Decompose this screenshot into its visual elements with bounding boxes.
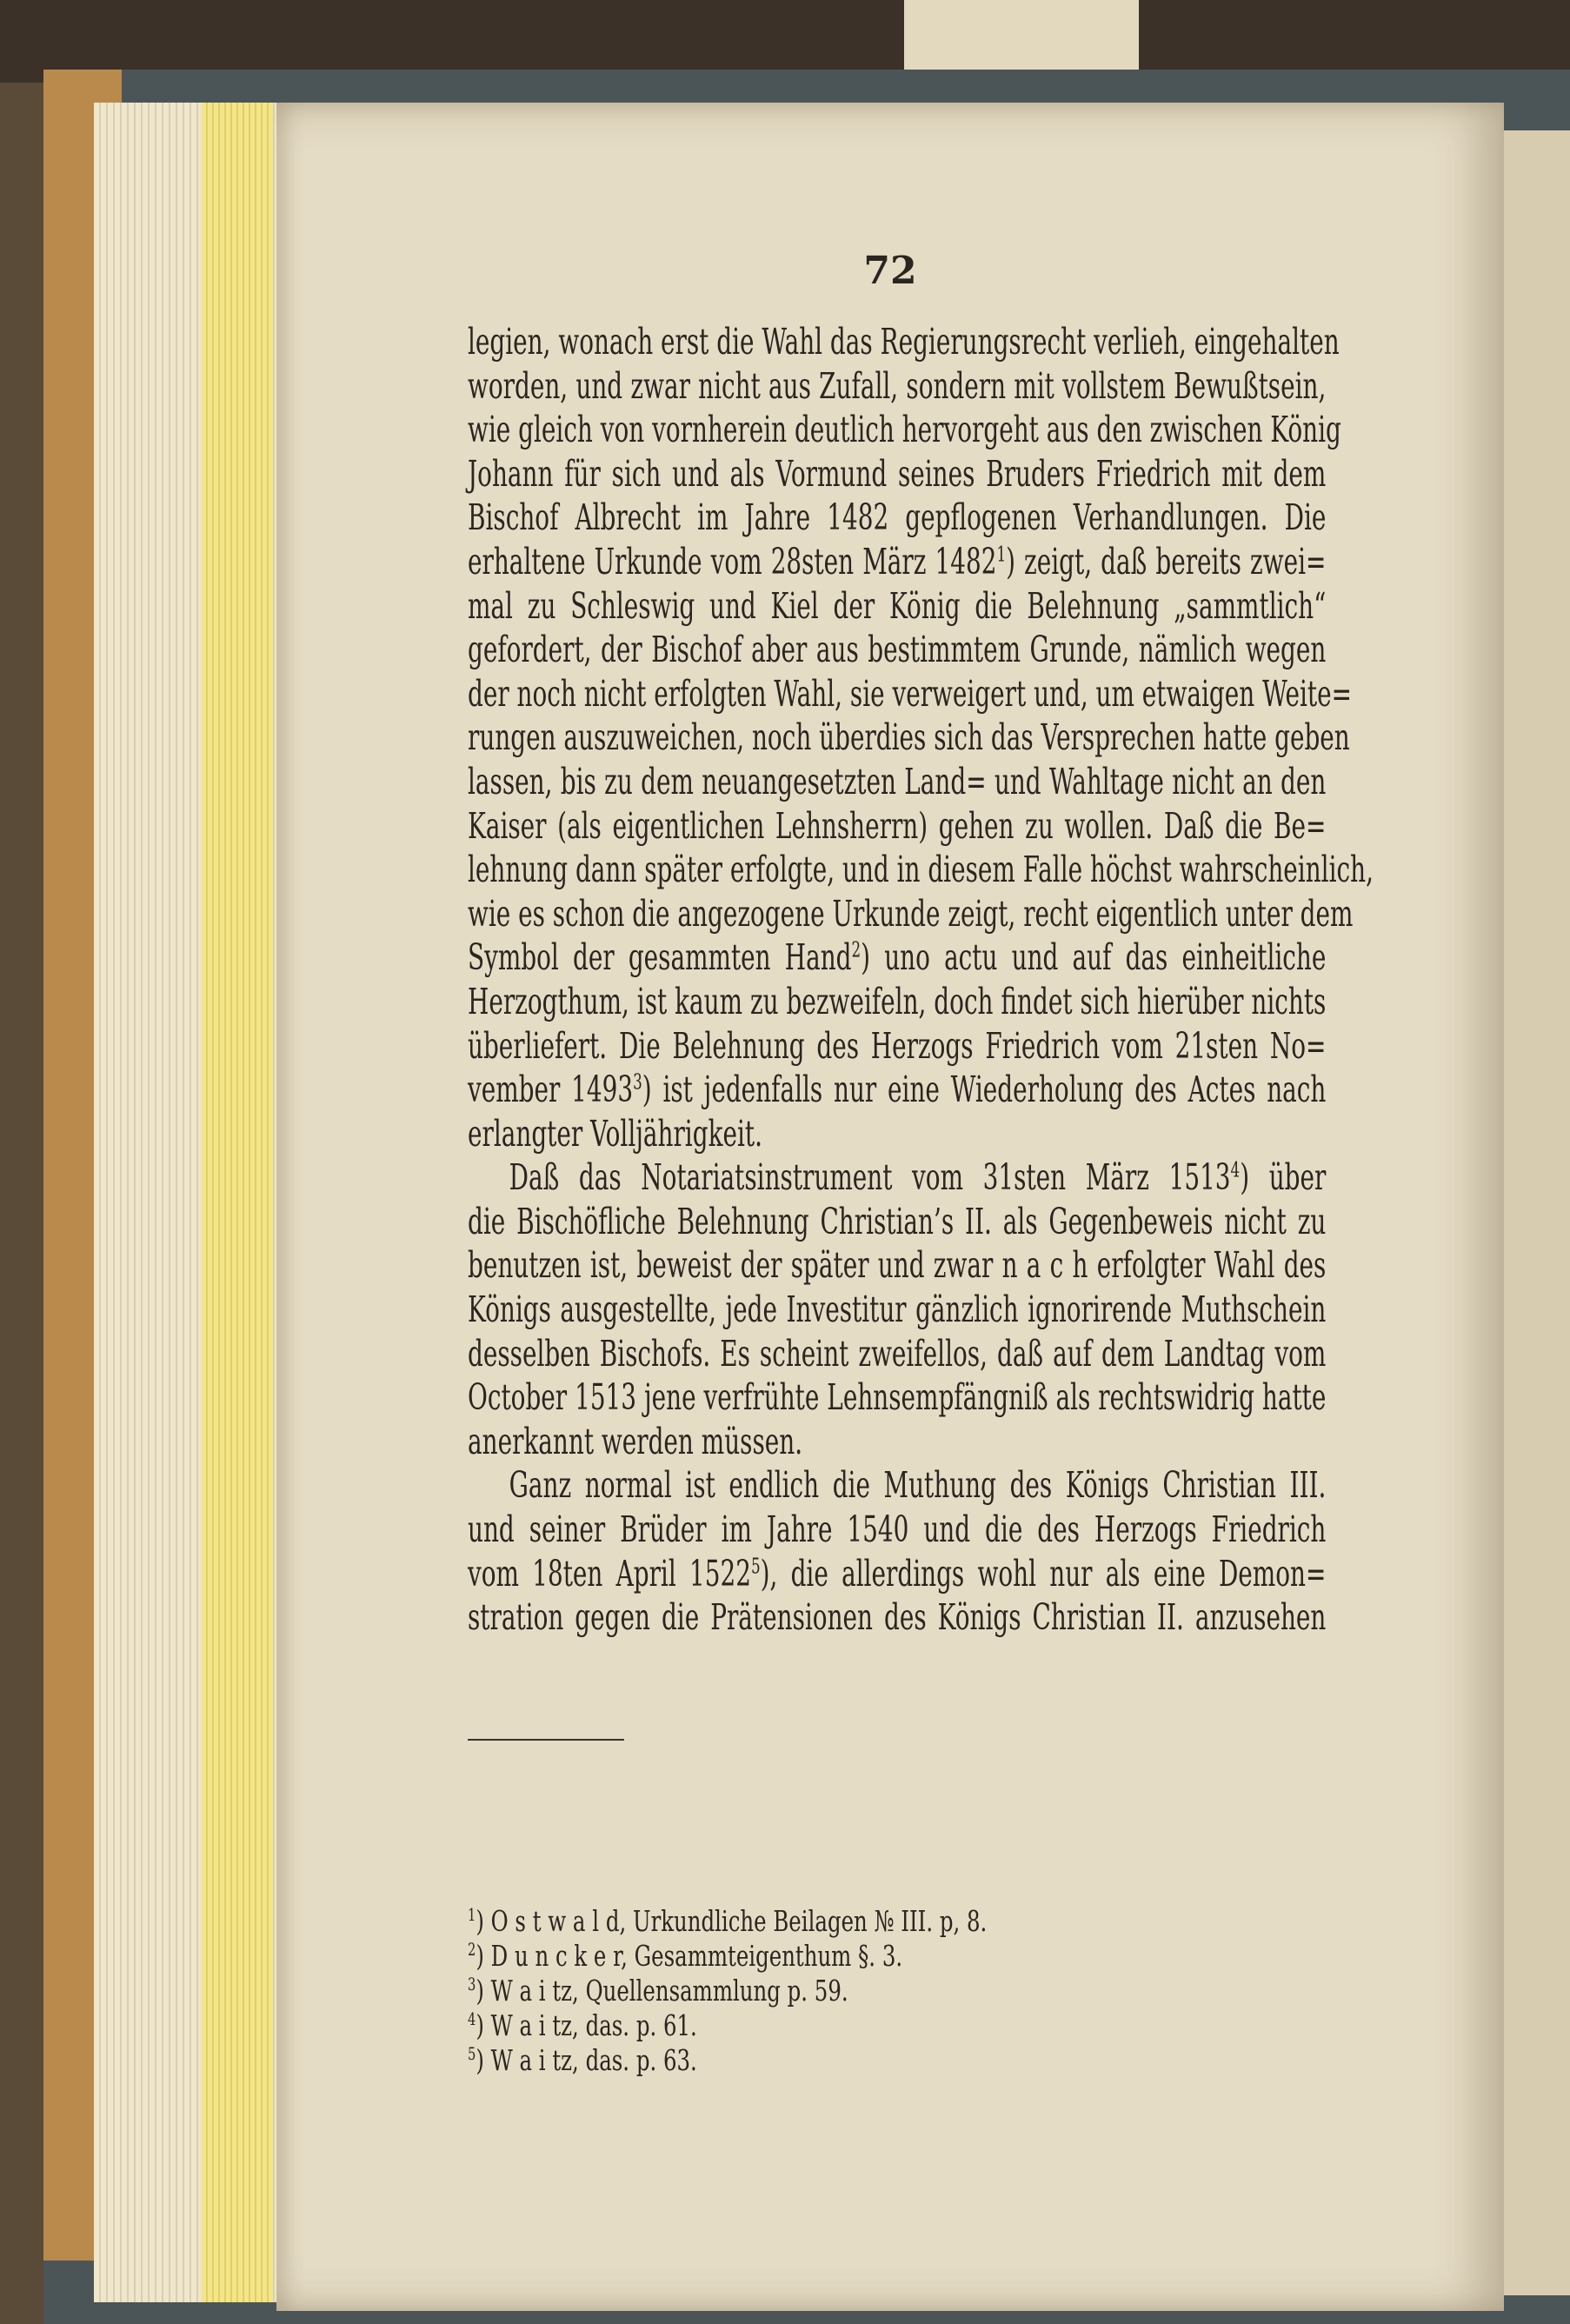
line-text-continued: ) ist jedenfalls nur eine Wiederholung des Actes nach bbox=[642, 1069, 1327, 1111]
line-text-continued: ) uno actu und auf das einheitliche bbox=[861, 936, 1327, 979]
line-text: vember 1493 bbox=[468, 1069, 634, 1111]
line-text: Daß das Notariatsinstrument vom 31sten März 1513 bbox=[509, 1156, 1231, 1199]
text-line bbox=[468, 1508, 1326, 1552]
footnote: $^5$) W a i tz, das. p. 63. bbox=[468, 2043, 697, 2077]
line-text: überliefert. Die Belehnung des Herzogs Friedrich vom 21sten No= bbox=[468, 1024, 1327, 1067]
book-page bbox=[276, 103, 1504, 2311]
text-line bbox=[468, 408, 1341, 452]
footnote-number: 4 bbox=[468, 2009, 476, 2029]
line-text: gefordert, der Bischof aber aus bestimmtem Grunde, nämlich wegen bbox=[468, 629, 1327, 671]
line-text: wie es schon die angezogene Urkunde zeigt, recht eigentlich unter dem bbox=[468, 892, 1354, 935]
text-line bbox=[468, 936, 1326, 980]
yellow-page-edges bbox=[202, 103, 273, 2302]
text-line bbox=[468, 1068, 1326, 1112]
line-text: rungen auszuweichen, noch überdies sich das Versprechen hatte geben bbox=[468, 716, 1350, 759]
text-line bbox=[468, 320, 1340, 364]
text-line bbox=[468, 760, 1326, 804]
line-text: benutzen ist, beweist der später und zwar n a c h erfolgter Wahl des bbox=[468, 1244, 1327, 1287]
line-text: erlangter Volljährigkeit. bbox=[468, 1112, 762, 1155]
text-line bbox=[468, 1024, 1326, 1069]
footnote-marker: 5 bbox=[750, 1552, 761, 1578]
line-text: anerkannt werden müssen. bbox=[468, 1420, 803, 1462]
text-line bbox=[468, 540, 1326, 584]
text-line bbox=[468, 1375, 1326, 1420]
footnote-marker: 2 bbox=[851, 936, 862, 962]
text-line bbox=[468, 1155, 1326, 1200]
line-text-continued: ), die allerdings wohl nur als eine Demon= bbox=[760, 1552, 1327, 1595]
line-text: mal zu Schleswig und Kiel der König die Belehnung „sammtlich“ bbox=[468, 584, 1327, 627]
line-text: lassen, bis zu dem neuangesetzten Land= und Wahltage nicht an den bbox=[468, 760, 1327, 802]
footnote-marker: 4 bbox=[1230, 1156, 1241, 1182]
text-line bbox=[468, 496, 1326, 540]
line-text: der noch nicht erfolgten Wahl, sie verweigert und, um etwaigen Weite= bbox=[468, 672, 1352, 715]
text-line bbox=[468, 716, 1350, 760]
text-line bbox=[468, 848, 1374, 892]
line-text: lehnung dann später erfolgte, und in diesem Falle höchst wahrscheinlich, bbox=[468, 849, 1374, 891]
line-text: Ganz normal ist endlich die Muthung des Königs Christian III. bbox=[509, 1464, 1327, 1507]
line-text: und seiner Brüder im Jahre 1540 und die des Herzogs Friedrich bbox=[468, 1508, 1327, 1551]
text-line bbox=[468, 892, 1354, 936]
text-line bbox=[468, 672, 1352, 716]
text-line bbox=[468, 1552, 1326, 1596]
line-text: worden, und zwar nicht aus Zufall, sondern mit vollstem Bewußtsein, bbox=[468, 364, 1327, 407]
footnote-marker: 3 bbox=[633, 1069, 642, 1095]
line-text: desselben Bischofs. Es scheint zweifellos, daß auf dem Landtag vom bbox=[468, 1332, 1327, 1375]
footnote-text: O s t w a l d, Urkundliche Beilagen № III. p, 8. bbox=[490, 1904, 988, 1938]
text-line bbox=[468, 1243, 1326, 1288]
text-line bbox=[468, 1463, 1326, 1508]
text-line bbox=[468, 1112, 1326, 1156]
footnote: $^2$) D u n c k e r, Gesammteigenthum §. 3. bbox=[468, 1939, 903, 1973]
page-number: 72 bbox=[863, 249, 917, 293]
footnotes bbox=[468, 1904, 987, 2078]
line-text-continued: ) über bbox=[1240, 1156, 1327, 1199]
line-text-continued: ) zeigt, daß bereits zwei= bbox=[1006, 540, 1327, 583]
line-text: legien, wonach erst die Wahl das Regierungsrecht verlieh, eingehalten bbox=[468, 321, 1340, 363]
text-line bbox=[468, 1420, 1326, 1464]
footnote: $^1$) O s t w a l d, Urkundliche Beilagen № III. p, 8. bbox=[468, 1904, 988, 1938]
line-text: wie gleich von vornherein deutlich hervorgeht aus den zwischen König bbox=[468, 409, 1341, 451]
line-text: die Bischöfliche Belehnung Christian’s II. als Gegenbeweis nicht zu bbox=[468, 1200, 1327, 1242]
footnote: $^3$) W a i tz, Quellensammlung p. 59. bbox=[468, 1974, 848, 2008]
footnote-marker: 1 bbox=[996, 541, 1007, 567]
footnote-text: D u n c k e r, Gesammteigenthum §. 3. bbox=[490, 1939, 903, 1973]
footnote: $^4$) W a i tz, das. p. 61. bbox=[468, 2008, 697, 2042]
text-line bbox=[468, 1200, 1326, 1244]
footnote-number: 1 bbox=[468, 1905, 476, 1925]
line-text: Kaiser (als eigentlichen Lehnsherrn) gehen zu wollen. Daß die Be= bbox=[468, 804, 1327, 847]
line-text: Königs ausgestellte, jede Investitur gänzlich ignorirende Muthschein bbox=[468, 1289, 1327, 1331]
text-line bbox=[468, 1288, 1326, 1332]
line-text: Johann für sich und als Vormund seines Bruders Friedrich mit dem bbox=[468, 452, 1327, 495]
line-text: Herzogthum, ist kaum zu bezweifeln, doch findet sich hierüber nichts bbox=[468, 980, 1327, 1022]
body-text bbox=[468, 320, 1374, 1640]
text-line bbox=[468, 452, 1326, 496]
adjacent-page bbox=[1504, 130, 1570, 2295]
text-line bbox=[468, 804, 1326, 849]
text-line bbox=[468, 1595, 1326, 1640]
text-line bbox=[468, 1332, 1326, 1376]
footnote-text: W a i tz, das. p. 63. bbox=[490, 2043, 697, 2077]
footnote-number: 2 bbox=[468, 1940, 476, 1960]
footnote-rule bbox=[468, 1739, 624, 1741]
line-text: vom 18ten April 1522 bbox=[468, 1552, 751, 1595]
footnote-text: W a i tz, das. p. 61. bbox=[490, 2008, 697, 2042]
footnote-number: 5 bbox=[468, 2044, 476, 2064]
text-line bbox=[468, 364, 1326, 409]
text-line bbox=[468, 584, 1326, 629]
text-line bbox=[468, 628, 1326, 672]
line-text: erhaltene Urkunde vom 28sten März 1482 bbox=[468, 540, 997, 583]
line-text: stration gegen die Prätensionen des Königs Christian II. anzusehen bbox=[468, 1596, 1327, 1639]
text-line bbox=[468, 980, 1326, 1024]
line-text: October 1513 jene verfrühte Lehnsempfängniß als rechtswidrig hatte bbox=[468, 1376, 1327, 1419]
line-text: Symbol der gesammten Hand bbox=[468, 936, 852, 979]
footnote-number: 3 bbox=[468, 1974, 476, 1994]
line-text: Bischof Albrecht im Jahre 1482 gepflogenen Verhandlungen. Die bbox=[468, 496, 1327, 539]
footnote-text: W a i tz, Quellensammlung p. 59. bbox=[490, 1974, 848, 2008]
